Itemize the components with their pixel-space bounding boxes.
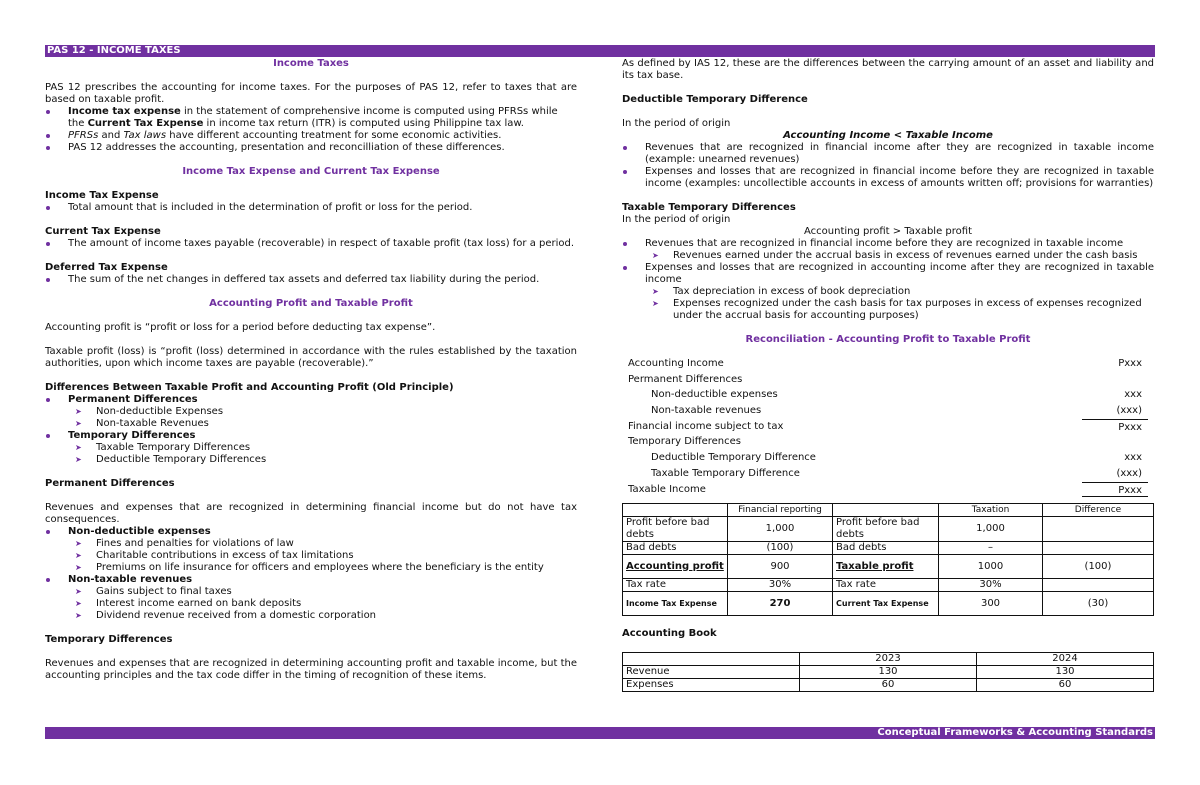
table-row: Non-deductible expenses xxx: [651, 389, 1142, 401]
reconciliation-title: Reconciliation - Accounting Profit to Taxable Profit: [745, 334, 1031, 345]
list-item: ➤ Deductible Temporary Differences: [45, 454, 577, 466]
table-row: Taxable Temporary Difference (xxx): [651, 467, 1142, 479]
ias-definition: As defined by IAS 12, these are the differences between the carrying amount of an asset and liability and its tax base.: [622, 58, 1154, 81]
header-bar: [45, 45, 1155, 57]
list-item: ➤ Gains subject to final taxes: [45, 586, 577, 598]
dte-heading: Deferred Tax Expense: [45, 262, 168, 273]
list-item: Expenses and losses that are recognized in financial income before they are recognized in taxable income (examples: uncollectible accounts in excess of amounts written off; provisions for warranties): [622, 166, 1154, 190]
intro-paragraph: PAS 12 prescribes the accounting for income taxes. For the purposes of PAS 12, refer to taxes that are based on taxable profit.: [45, 82, 577, 105]
footer-title: Conceptual Frameworks & Accounting Standards: [877, 727, 1153, 738]
list-item: Revenues that are recognized in financial income before they are recognized in taxable income: [622, 238, 1154, 250]
table-row: Tax rate 30% Tax rate 30%: [623, 579, 1154, 592]
table-row: Taxable Income Pxxx: [628, 482, 1148, 498]
cte-heading: Current Tax Expense: [45, 226, 161, 237]
table-row: Accounting profit 900 Taxable profit 1000 (100): [623, 555, 1154, 579]
list-item: Permanent Differences: [45, 394, 577, 406]
accounting-book-heading: Accounting Book: [622, 628, 717, 640]
footer-bar: [45, 727, 1155, 739]
section-title-profit: Accounting Profit and Taxable Profit: [209, 298, 413, 309]
list-item: ➤ Premiums on life insurance for officers and employees where the beneficiary is the entity: [45, 562, 577, 574]
list-item: The sum of the net changes in deffered tax assets and deferred tax liability during the period.: [45, 274, 577, 286]
list-item: Income tax expense in the statement of comprehensive income is computed using PFRSs while the Current Tax Expense in income tax return (ITR) is computed using Philippine tax law.: [45, 106, 577, 130]
list-item: ➤ Revenues earned under the accrual basis in excess of revenues earned under the cash basis: [622, 250, 1154, 262]
dtd-heading: Deductible Temporary Difference: [622, 94, 808, 105]
list-item: ➤ Charitable contributions in excess of tax limitations: [45, 550, 577, 562]
intro-bullets: [45, 106, 577, 154]
list-item: ➤ Interest income earned on bank deposits: [45, 598, 577, 610]
permanent-differences-heading: Permanent Differences: [45, 478, 175, 489]
list-item: ➤ Non-deductible Expenses: [45, 406, 577, 418]
table-row: Non-taxable revenues (xxx): [651, 405, 1142, 417]
table-row: Temporary Differences: [628, 436, 741, 448]
header-title: PAS 12 - INCOME TAXES: [47, 45, 181, 56]
list-item: ➤ Dividend revenue received from a domestic corporation: [45, 610, 577, 622]
table-row: Bad debts (100) Bad debts –: [623, 542, 1154, 555]
tax-comparison-table: [622, 503, 1154, 616]
left-column: [45, 58, 577, 682]
ttd-heading: Taxable Temporary Differences: [622, 202, 796, 213]
reconciliation-schedule: [628, 356, 1148, 497]
temporary-differences-heading: Temporary Differences: [45, 634, 173, 645]
table-row: Financial income subject to tax Pxxx: [628, 419, 1148, 435]
accounting-profit-definition: Accounting profit is “profit or loss for a period before deducting tax expense”.: [45, 322, 436, 333]
table-row: Deductible Temporary Difference xxx: [651, 452, 1142, 464]
list-item: Revenues that are recognized in financial income after they are recognized in taxable income (example: unearned revenues): [622, 142, 1154, 166]
list-item: Expenses and losses that are recognized in accounting income after they are recognized in taxable income: [622, 262, 1154, 286]
table-row: Permanent Differences: [628, 373, 743, 385]
list-item: Total amount that is included in the determination of profit or loss for the period.: [45, 202, 577, 214]
dtd-formula: Accounting Income < Taxable Income: [783, 130, 993, 141]
temporary-differences-text: Revenues and expenses that are recognized in determining accounting profit and taxable income, but the accounting principles and the tax code differ in the timing of recognition of these items.: [45, 658, 577, 681]
list-item: Temporary Differences: [45, 430, 577, 442]
list-item: ➤ Non-taxable Revenues: [45, 418, 577, 430]
list-item: Non-taxable revenues: [45, 574, 577, 586]
taxable-profit-definition: Taxable profit (loss) is “profit (loss) determined in accordance with the rules established by the taxation authorities, upon which income taxes are payable (recoverable).”: [45, 346, 577, 369]
list-item: ➤ Taxable Temporary Differences: [45, 442, 577, 454]
list-item: PAS 12 addresses the accounting, presentation and reconcilliation of these differences.: [45, 142, 577, 154]
list-item: ➤ Expenses recognized under the cash basis for tax purposes in excess of expenses recognized under the accrual basis for accounting purposes): [622, 298, 1154, 322]
list-item: ➤ Tax depreciation in excess of book depreciation: [622, 286, 1154, 298]
table-row: Income Tax Expense 270 Current Tax Expense 300 (30): [623, 592, 1154, 616]
ttd-formula: Accounting profit > Taxable profit: [804, 226, 972, 237]
ite-heading: Income Tax Expense: [45, 190, 159, 201]
table-row: Expenses 60 60: [623, 679, 1154, 692]
accounting-book-table: [622, 652, 1154, 692]
list-item: ➤ Fines and penalties for violations of law: [45, 538, 577, 550]
income-taxes-title: Income Taxes: [273, 58, 349, 69]
permanent-differences-text: Revenues and expenses that are recognized in determining financial income but do not have tax consequences.: [45, 502, 577, 525]
table-row: Profit before bad debts 1,000 Profit before bad debts 1,000: [623, 517, 1154, 542]
dtd-period: In the period of origin: [622, 118, 731, 129]
section-title-ite-cte: Income Tax Expense and Current Tax Expense: [182, 166, 440, 177]
table-row: Accounting Income Pxxx: [628, 358, 1142, 369]
right-column: [622, 58, 1154, 692]
list-item: PFRSs and Tax laws have different accounting treatment for some economic activities.: [45, 130, 577, 142]
table-row: Revenue 130 130: [623, 666, 1154, 679]
differences-heading: Differences Between Taxable Profit and Accounting Profit (Old Principle): [45, 382, 454, 393]
ttd-period: In the period of origin: [622, 214, 731, 225]
table-row: Financial reporting Taxation Difference: [623, 504, 1154, 517]
list-item: Non-deductible expenses: [45, 526, 577, 538]
list-item: The amount of income taxes payable (recoverable) in respect of taxable profit (tax loss) for a period.: [45, 238, 577, 250]
table-row: 2023 2024: [623, 653, 1154, 666]
